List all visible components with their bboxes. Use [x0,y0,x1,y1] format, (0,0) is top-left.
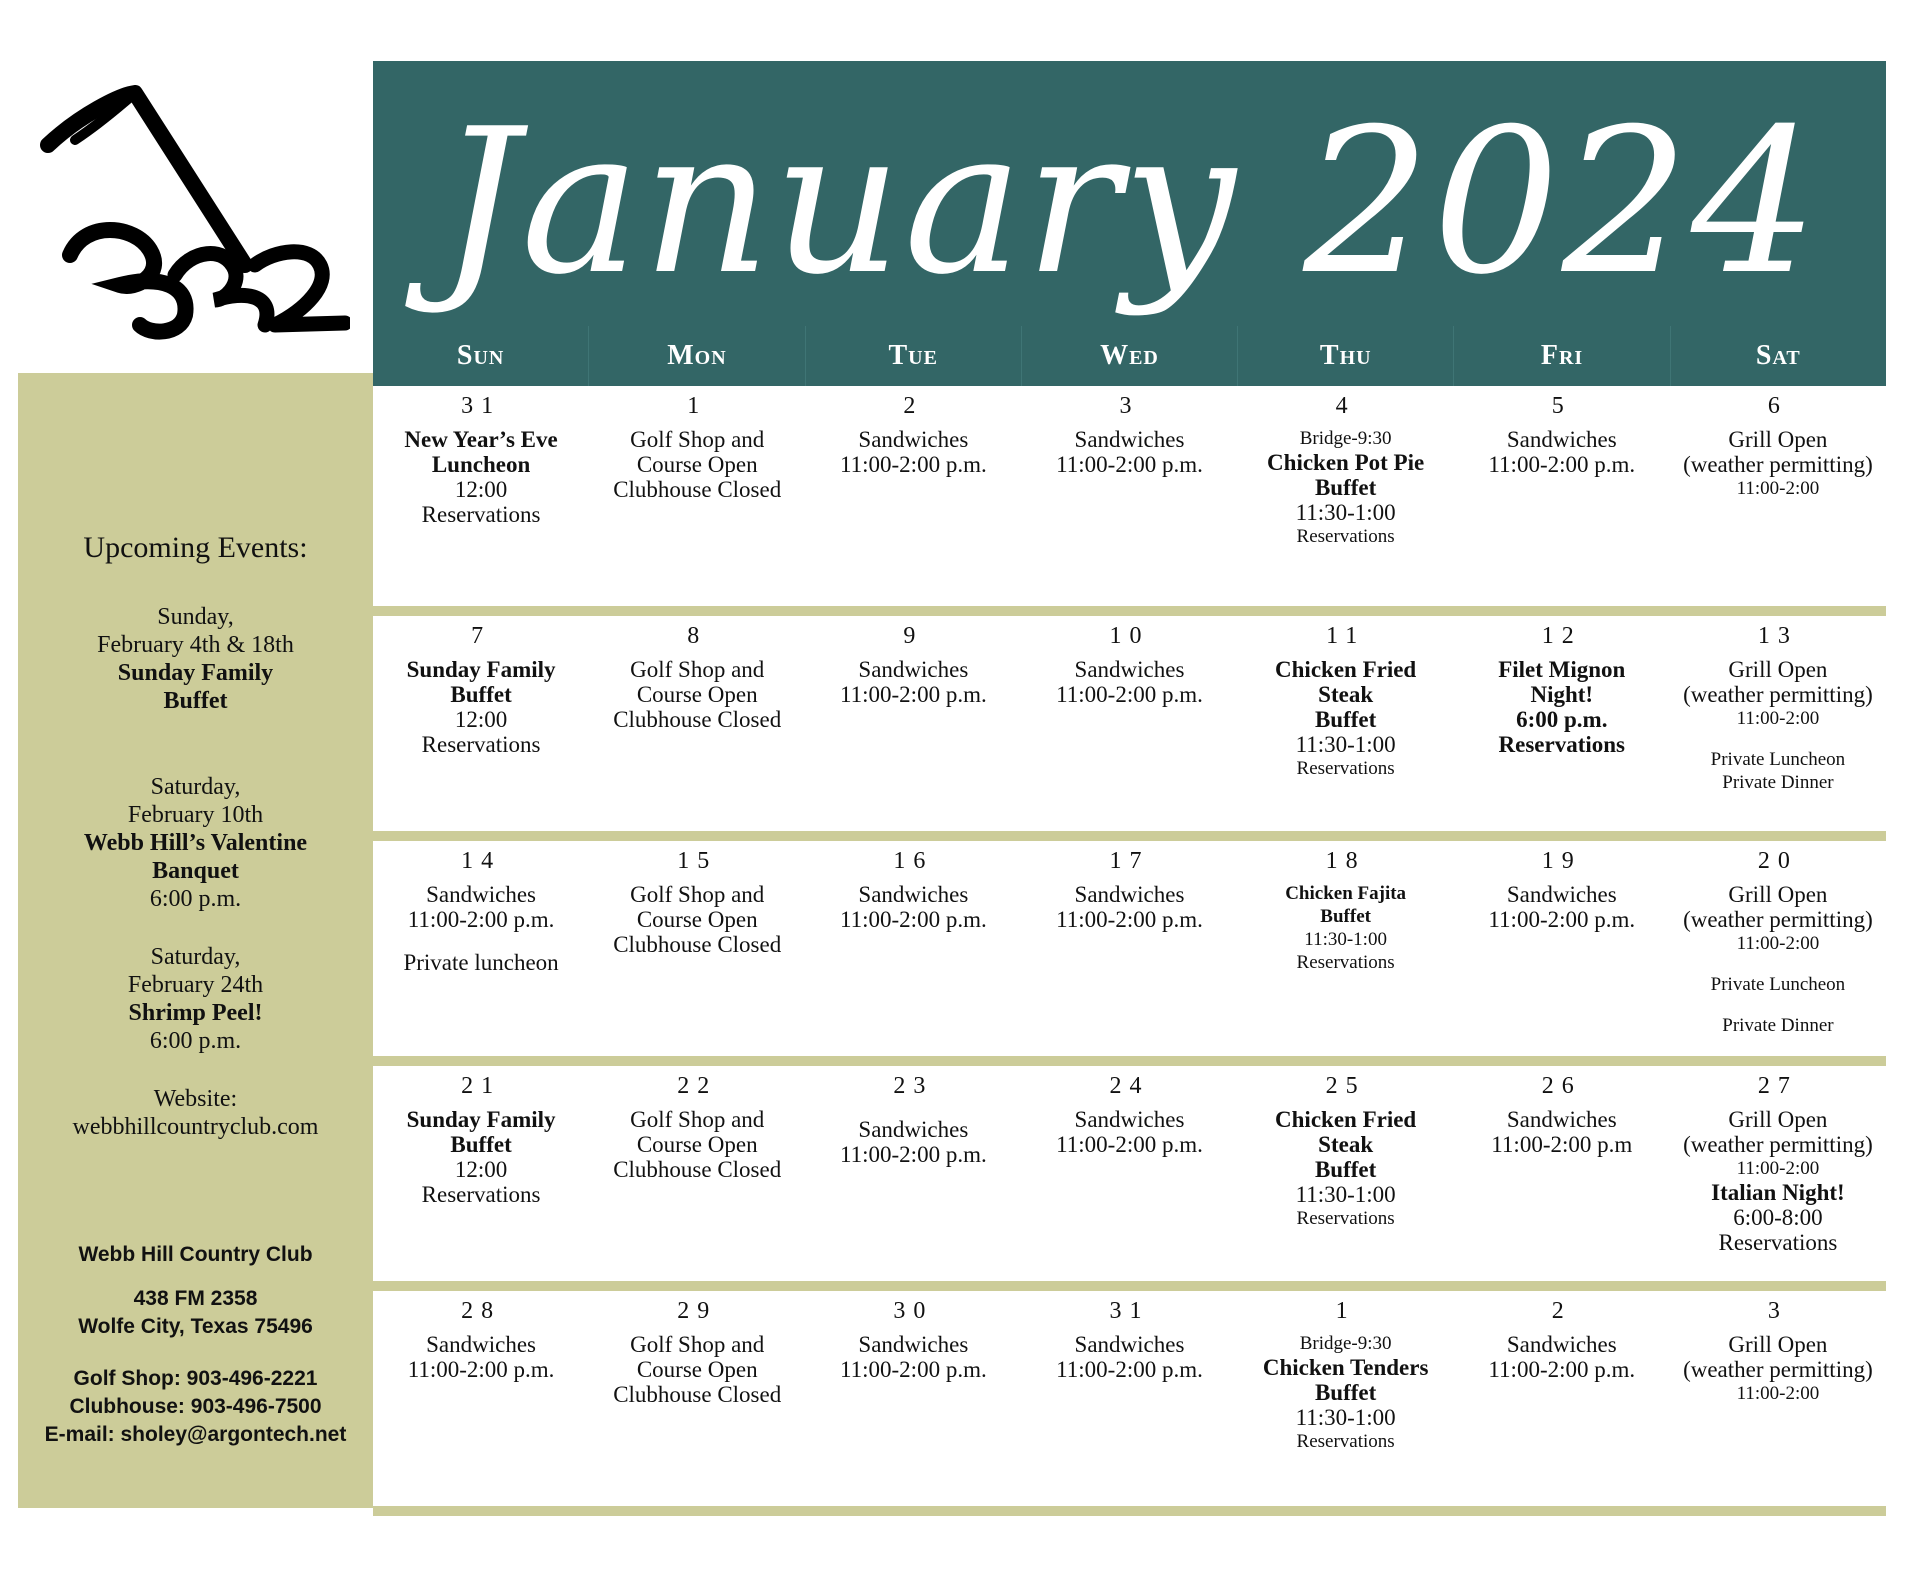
event-line: Reservations [1296,1208,1395,1229]
event-line: Steak [1318,1132,1374,1157]
day-cell [373,841,589,1056]
event-line: 11:00-2:00 p.m. [839,1357,987,1382]
day-number: 11 [1326,623,1366,649]
event-date: February 4th & 18th [97,632,294,658]
event-line: (weather permitting) [1683,1357,1873,1382]
dow-fri: Fri [1453,326,1669,386]
day-cell [1454,1066,1670,1281]
day-cell [373,1066,589,1281]
event-line: Reservations [421,502,541,527]
day-cell [1670,841,1886,1056]
address-line-1: 438 FM 2358 [133,1287,258,1310]
event-line: Italian Night! [1711,1180,1845,1205]
day-number: 23 [893,1073,934,1099]
event-line: (weather permitting) [1683,1132,1873,1157]
event-day: Sunday, [157,604,234,630]
day-cell [1021,616,1237,831]
event-line: New Year’s Eve [404,427,558,452]
event-line: Private Luncheon [1710,749,1846,770]
event-line: 12:00 [454,1157,508,1182]
event-line: Grill Open [1728,1107,1828,1132]
event-line: Private Dinner [1722,1015,1834,1036]
event-line: Grill Open [1728,657,1828,682]
event-line: 11:00-2:00 p.m. [1488,907,1636,932]
event-line: (weather permitting) [1683,452,1873,477]
event-line: Sandwiches [1506,427,1617,452]
day-cell [1670,616,1886,831]
day-number: 2 [903,393,924,419]
event-day: Saturday, [150,774,241,800]
month-title: January 2024 [438,86,1821,319]
day-number: 31 [461,393,502,419]
event-line: 11:00-2:00 p.m. [1056,907,1203,932]
event-sunday-buffet [18,603,373,715]
upcoming-events-heading: Upcoming Events: [83,531,308,564]
day-number: 5 [1551,393,1572,419]
event-line: Reservations [1718,1230,1838,1255]
event-line: 11:00-2:00 p.m. [1056,1357,1203,1382]
event-line: Reservations [1296,952,1395,973]
event-line: Buffet [1314,1380,1377,1405]
day-cell [805,1291,1021,1506]
day-number: 18 [1325,848,1366,874]
day-cell [1454,841,1670,1056]
day-cell [805,386,1021,606]
event-line: Golf Shop and [630,1107,765,1132]
event-line: Reservations [421,732,541,757]
event-line: Bridge-9:30 [1299,1333,1392,1354]
event-line: Golf Shop and [630,882,765,907]
club-monogram-logo [40,85,350,340]
day-cell [1238,386,1454,606]
event-line: Buffet [1314,475,1377,500]
event-line: Sandwiches [858,427,969,452]
event-line: Sandwiches [1506,882,1617,907]
club-name: Webb Hill Country Club [78,1243,313,1266]
day-number: 28 [461,1298,502,1324]
event-line: (weather permitting) [1683,682,1873,707]
day-number: 12 [1541,623,1582,649]
event-day: Saturday, [150,944,241,970]
website-label: Website: [153,1086,238,1112]
event-line: Sandwiches [858,1332,969,1357]
week-row [373,386,1886,616]
event-line: Course Open [636,1357,758,1382]
event-line: Sandwiches [426,1332,536,1357]
day-number: 26 [1541,1073,1582,1099]
day-number: 13 [1757,623,1798,649]
event-title-2: Buffet [163,688,228,714]
event-line: Course Open [636,907,758,932]
event-date: February 10th [127,802,264,828]
contact-block [18,1241,373,1449]
event-line: Buffet [450,1132,512,1157]
event-line: 11:00-2:00 p.m. [839,452,987,477]
event-line: Sandwiches [858,1117,969,1142]
event-valentine-banquet [18,773,373,913]
dow-sat: Sat [1670,326,1886,386]
clubhouse-phone: Clubhouse: 903-496-7500 [69,1395,322,1418]
event-line: Sunday Family [406,657,556,682]
event-line: 12:00 [454,707,508,732]
event-line: Grill Open [1728,1332,1828,1357]
calendar-header [373,61,1886,326]
event-time: 6:00 p.m. [149,886,242,912]
event-line: Buffet [1320,906,1371,927]
day-cell [589,1291,805,1506]
event-line: 11:00-2:00 p.m [1491,1132,1633,1157]
day-cell [1454,616,1670,831]
event-line: Course Open [636,682,758,707]
day-number: 27 [1757,1073,1798,1099]
day-cell [373,386,589,606]
event-line: Sunday Family [406,1107,556,1132]
event-date: February 24th [127,972,264,998]
day-number: 17 [1109,848,1150,874]
event-line: (weather permitting) [1683,907,1873,932]
day-number: 6 [1767,393,1788,419]
event-line: Chicken Tenders [1262,1355,1429,1380]
day-number: 10 [1109,623,1150,649]
day-number: 1 [687,393,708,419]
event-line: 11:00-2:00 p.m. [1056,1132,1203,1157]
event-line: Sandwiches [1074,1332,1185,1357]
event-line: Luncheon [431,452,531,477]
day-number: 20 [1757,848,1798,874]
day-number: 8 [687,623,708,649]
dow-sun: Sun [456,340,505,371]
day-number: 1 [1335,1298,1356,1324]
day-cell [1670,1291,1886,1506]
day-cell [805,841,1021,1056]
week-row [373,1066,1886,1291]
dow-mon: Mon [588,326,804,386]
event-line: 11:00-2:00 [1736,1383,1820,1404]
event-line: Grill Open [1728,882,1828,907]
event-shrimp-peel [18,943,373,1055]
day-cell [1238,616,1454,831]
dow-tue: Tue [805,326,1021,386]
event-line: Chicken Fajita [1285,883,1407,904]
event-line: Private luncheon [403,950,559,975]
dow-thu: Thu [1237,326,1453,386]
event-line: 11:00-2:00 p.m. [839,682,987,707]
event-line: Reservations [421,1182,541,1207]
event-line: Sandwiches [1506,1332,1617,1357]
event-title-2: Banquet [152,858,239,884]
event-line: Sandwiches [858,657,969,682]
day-number: 16 [893,848,934,874]
event-line: 11:00-2:00 p.m. [839,907,987,932]
dow-wed: Wed [1021,326,1237,386]
event-line: 11:30-1:00 [1295,732,1396,757]
week-row [373,1291,1886,1516]
event-line: Clubhouse Closed [613,1382,782,1407]
day-number: 7 [471,623,492,649]
day-number: 9 [903,623,924,649]
day-cell [1238,841,1454,1056]
event-line: Sandwiches [1074,1107,1185,1132]
address-line-2: Wolfe City, Texas 75496 [78,1315,313,1338]
event-line: Private Luncheon [1710,974,1846,995]
event-line: Sandwiches [1074,657,1185,682]
event-line: 11:00-2:00 p.m. [407,907,555,932]
sidebar-upcoming-events [18,373,373,1508]
day-number: 3 [1767,1298,1788,1324]
event-line: Clubhouse Closed [613,932,782,957]
day-number: 25 [1325,1073,1366,1099]
event-line: Reservations [1296,758,1395,779]
event-line: Course Open [636,452,758,477]
event-line: 12:00 [454,477,508,502]
day-cell [589,1066,805,1281]
day-cell [1021,1066,1237,1281]
event-line: 11:00-2:00 [1736,708,1820,729]
day-cell [1238,1066,1454,1281]
event-line: Reservations [1296,1431,1395,1452]
day-cell [373,616,589,831]
day-cell [1021,841,1237,1056]
event-line: Buffet [1314,707,1377,732]
event-line: 11:30-1:00 [1304,929,1387,950]
event-line: 6:00-8:00 [1733,1205,1823,1230]
event-line: Chicken Pot Pie [1267,450,1425,475]
golf-shop-phone: Golf Shop: 903-496-2221 [73,1367,318,1390]
event-line: Sandwiches [426,882,536,907]
day-number: 2 [1551,1298,1572,1324]
event-line: Sandwiches [1074,882,1185,907]
event-line: Clubhouse Closed [613,1157,782,1182]
event-title: Shrimp Peel! [128,1000,263,1026]
event-title: Webb Hill’s Valentine [83,830,308,856]
website-block [18,1085,373,1141]
event-line: 11:30-1:00 [1295,500,1396,525]
event-line: Buffet [450,682,512,707]
day-cell [805,1066,1021,1281]
event-line: 11:00-2:00 p.m. [1056,682,1203,707]
event-line: Chicken Fried [1275,657,1417,682]
event-line: Steak [1318,682,1374,707]
day-cell [1238,1291,1454,1506]
day-cell [1454,386,1670,606]
event-line: 11:00-2:00 p.m. [1488,452,1636,477]
day-cell [805,616,1021,831]
day-number: 21 [461,1073,502,1099]
day-number: 31 [1109,1298,1150,1324]
event-line: Reservations [1296,526,1395,547]
event-line: 11:00-2:00 p.m. [1488,1357,1636,1382]
event-time: 6:00 p.m. [149,1028,242,1054]
event-line: Golf Shop and [630,1332,765,1357]
week-row [373,616,1886,841]
day-cell [1021,386,1237,606]
day-number: 22 [677,1073,718,1099]
event-line: 11:00-2:00 [1736,478,1820,499]
event-line: Night! [1530,682,1594,707]
event-line: Buffet [1314,1157,1377,1182]
event-line: 11:00-2:00 p.m. [839,1142,987,1167]
day-number: 29 [677,1298,718,1324]
day-cell [1021,1291,1237,1506]
website-link[interactable]: webbhillcountryclub.com [72,1114,319,1140]
day-number: 3 [1119,393,1140,419]
event-line: Golf Shop and [630,427,765,452]
event-line: 11:00-2:00 [1736,1158,1820,1179]
event-line: Golf Shop and [630,657,765,682]
event-line: Clubhouse Closed [613,477,782,502]
event-line: Sandwiches [1074,427,1185,452]
day-number: 19 [1541,848,1582,874]
week-row [373,841,1886,1066]
event-line: 11:30-1:00 [1295,1405,1396,1430]
event-line: 11:00-2:00 p.m. [407,1357,555,1382]
day-cell [589,386,805,606]
day-cell [1670,1066,1886,1281]
day-of-week-row [373,326,1886,386]
event-line: 11:00-2:00 [1736,933,1820,954]
event-line: Sandwiches [1506,1107,1617,1132]
day-number: 24 [1109,1073,1150,1099]
event-line: Course Open [636,1132,758,1157]
day-cell [589,616,805,831]
day-cell [589,841,805,1056]
day-number: 30 [893,1298,934,1324]
email-address[interactable]: E-mail: sholey@argontech.net [44,1423,347,1446]
day-number: 4 [1335,393,1356,419]
day-number: 15 [677,848,718,874]
event-line: 11:00-2:00 p.m. [1056,452,1203,477]
day-cell [1670,386,1886,606]
event-line: Filet Mignon [1498,657,1626,682]
day-number: 14 [461,848,502,874]
event-line: Chicken Fried [1275,1107,1417,1132]
event-line: Reservations [1498,732,1626,757]
day-cell [373,1291,589,1506]
event-line: Private Dinner [1722,772,1834,793]
event-line: 6:00 p.m. [1516,707,1608,732]
event-line: Grill Open [1728,427,1828,452]
event-line: Sandwiches [858,882,969,907]
event-line: Bridge-9:30 [1299,428,1392,449]
event-line: Clubhouse Closed [613,707,782,732]
event-title: Sunday Family [117,660,274,686]
event-line: 11:30-1:00 [1295,1182,1396,1207]
day-cell [1454,1291,1670,1506]
